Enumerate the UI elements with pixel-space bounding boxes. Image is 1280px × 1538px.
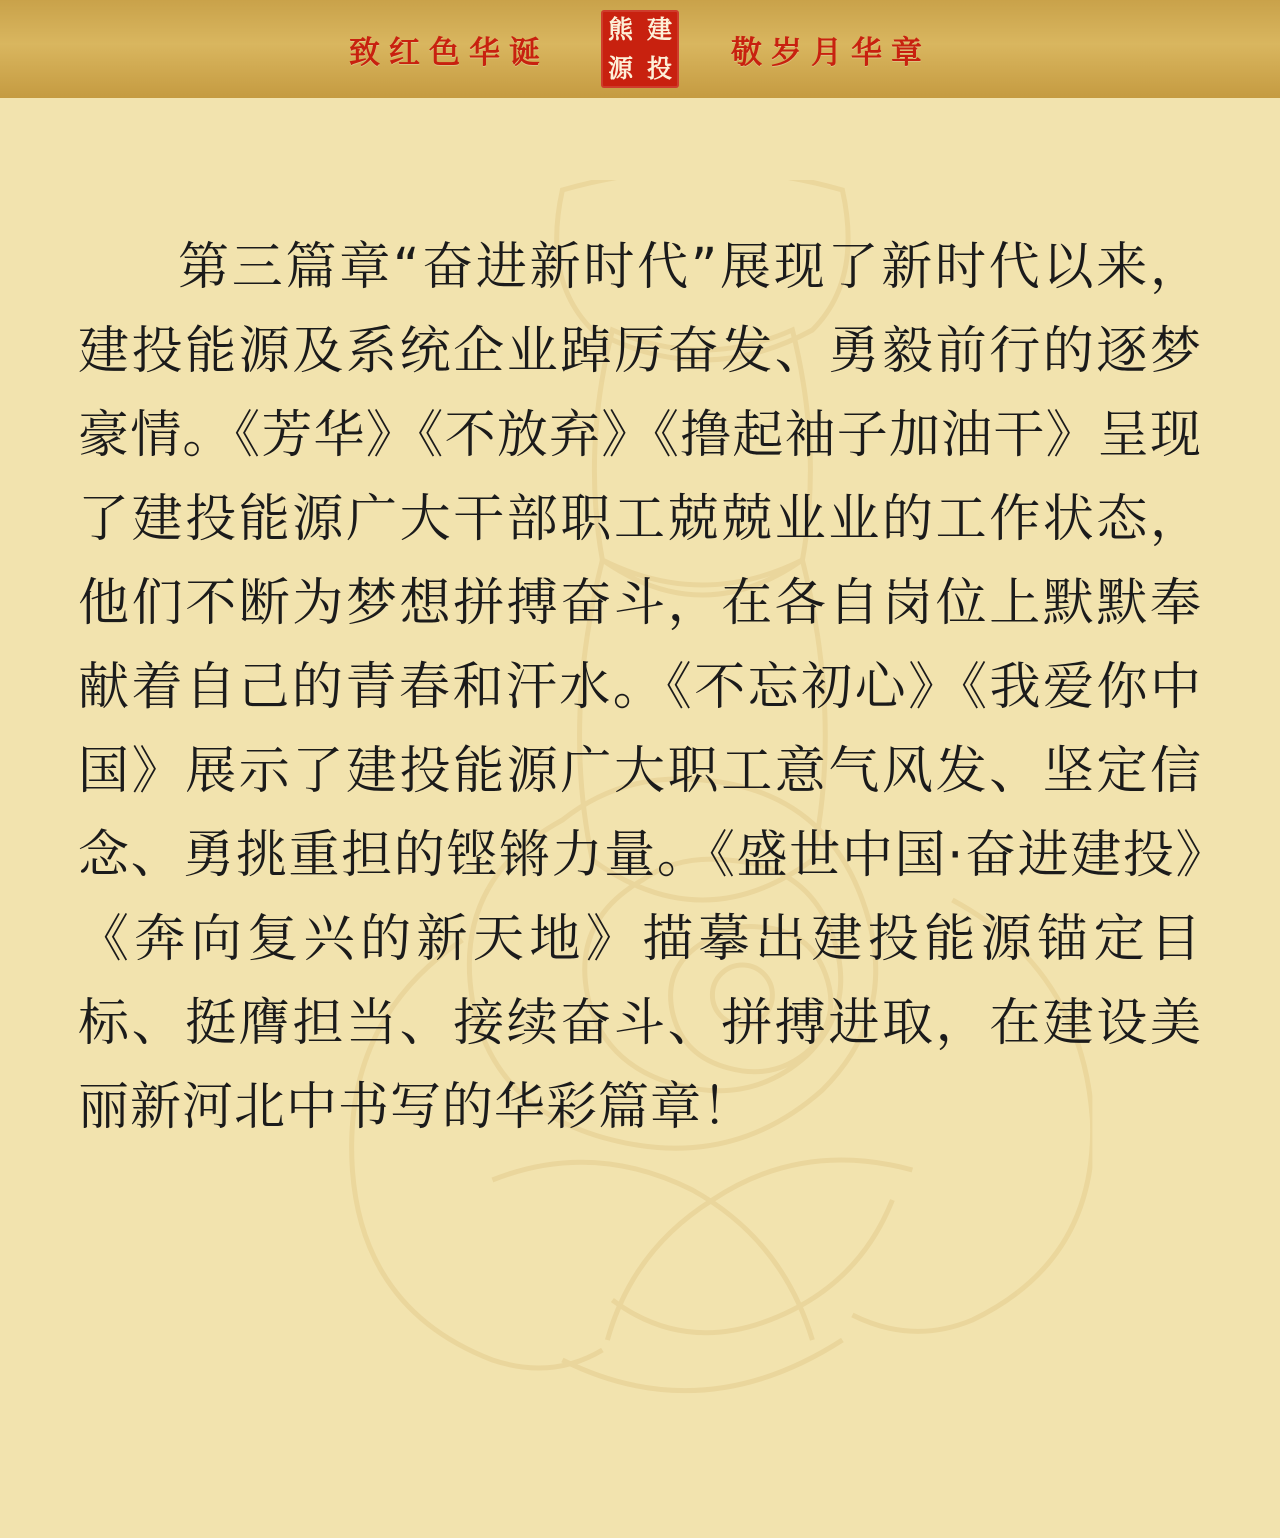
seal-char-bottom-left: 源 <box>607 54 633 83</box>
seal-char-top-right: 建 <box>646 15 672 44</box>
header-left-slogan: 致红色华诞 <box>349 34 549 70</box>
article-paragraph: 第三篇章“奋进新时代”展现了新时代以来，建投能源及系统企业踔厉奋发、勇毅前行的逐梦豪情。《芳华》《不放弃》《撸起袖子加油干》呈现了建投能源广大干部职工兢兢业业的工作状态，他们不断为梦想拼搏奋斗，在各自岗位上默默奉献着自己的青春和汗水。《不忘初心》《我爱你中国》展示了建投能源广大职工意气风发、坚定信念、勇挑重担的铿锵力量。《盛世中国·奋进建投》《奔向复兴的新天地》描摹出建投能源锚定目标、挺膺担当、接续奋斗、拼搏进取，在建设美丽新河北中书写的华彩篇章！ <box>78 238 1202 1137</box>
article-container <box>0 98 1280 1150</box>
header-right-slogan: 敬岁月华章 <box>731 34 931 70</box>
seal-char-bottom-right: 投 <box>646 54 672 83</box>
header-banner <box>0 0 1280 98</box>
company-seal-logo <box>601 10 679 88</box>
seal-char-top-left: 熊 <box>607 15 633 44</box>
